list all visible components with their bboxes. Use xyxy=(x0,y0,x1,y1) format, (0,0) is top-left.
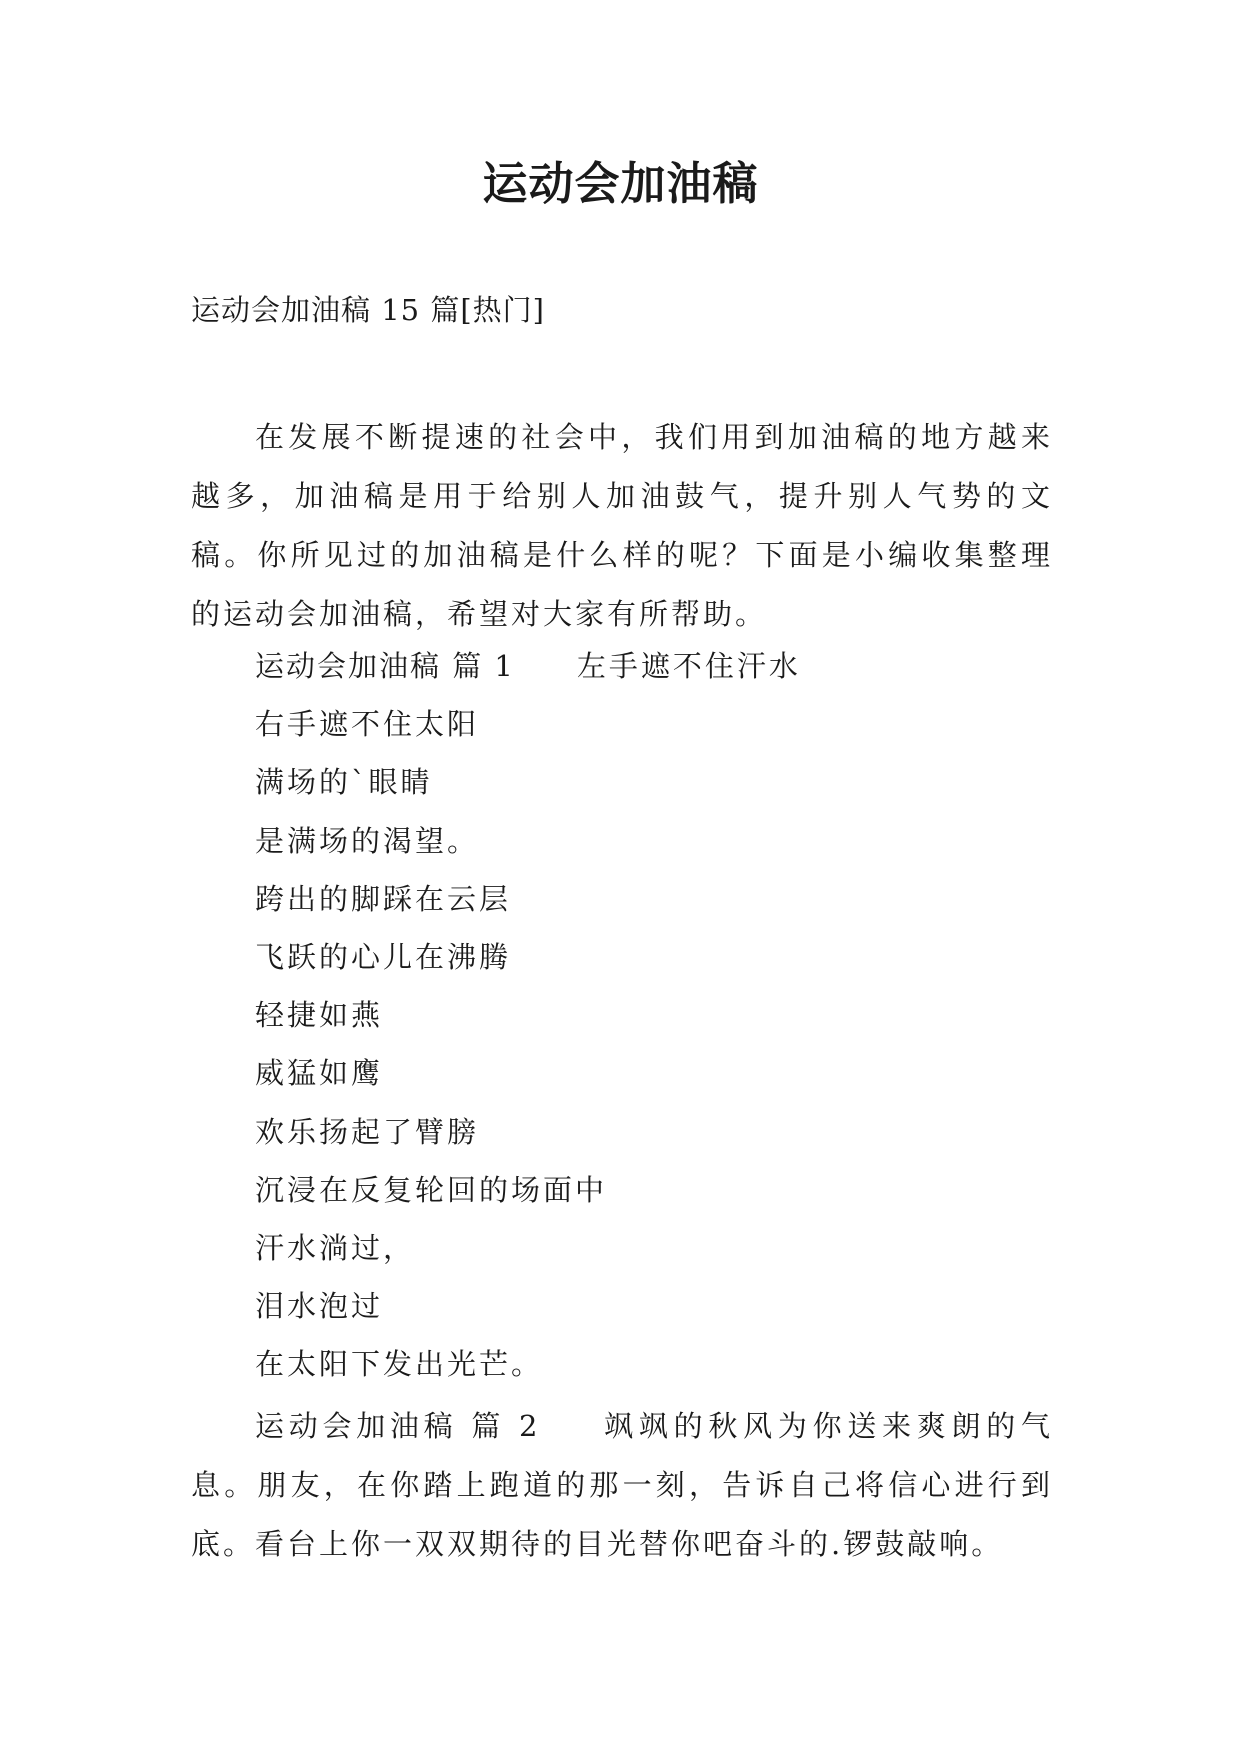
document-title: 运动会加油稿 xyxy=(482,157,759,210)
section-2-paragraph xyxy=(191,1397,1053,1574)
poem-line: 轻捷如燕 xyxy=(255,998,384,1033)
section-1-heading-line xyxy=(191,637,1053,695)
poem-line: 左手遮不住汗水 xyxy=(576,649,801,683)
section-1-heading: 运动会加油稿 篇 1 xyxy=(255,649,515,683)
poem-line: 泪水泡过 xyxy=(255,1289,384,1324)
poem-line: 飞跃的心儿在沸腾 xyxy=(255,939,512,974)
poem-section-1 xyxy=(191,637,1053,1393)
poem-line: 满场的`眼睛 xyxy=(255,765,433,800)
poem-line: 在太阳下发出光芒。 xyxy=(255,1347,544,1382)
poem-line: 沉浸在反复轮回的场面中 xyxy=(255,1172,608,1207)
poem-line: 跨出的脚踩在云层 xyxy=(255,881,512,916)
poem-line: 威猛如鹰 xyxy=(255,1056,384,1091)
document-subtitle: 运动会加油稿 15 篇[热门] xyxy=(191,293,545,327)
section-2-heading: 运动会加油稿 篇 2 xyxy=(255,1409,540,1443)
intro-paragraph: 在发展不断提速的社会中，我们用到加油稿的地方越来越多，加油稿是用于给别人加油鼓气，提升别人气势的文稿。你所见过的加油稿是什么样的呢？下面是小编收集整理的运动会加油稿，希望对大家有所帮助。 xyxy=(191,420,1053,631)
poem-line: 是满场的渴望。 xyxy=(255,823,480,858)
poem-line: 汗水淌过， xyxy=(255,1230,416,1265)
section-2-text: 飒飒的秋风为你送来爽朗的气息。朋友，在你踏上跑道的那一刻，告诉自己将信心进行到底。看台上你一双双期待的目光替你吧奋斗的.锣鼓敲响。 xyxy=(191,1409,1053,1561)
poem-line: 右手遮不住太阳 xyxy=(255,707,480,742)
poem-line: 欢乐扬起了臂膀 xyxy=(255,1114,480,1149)
